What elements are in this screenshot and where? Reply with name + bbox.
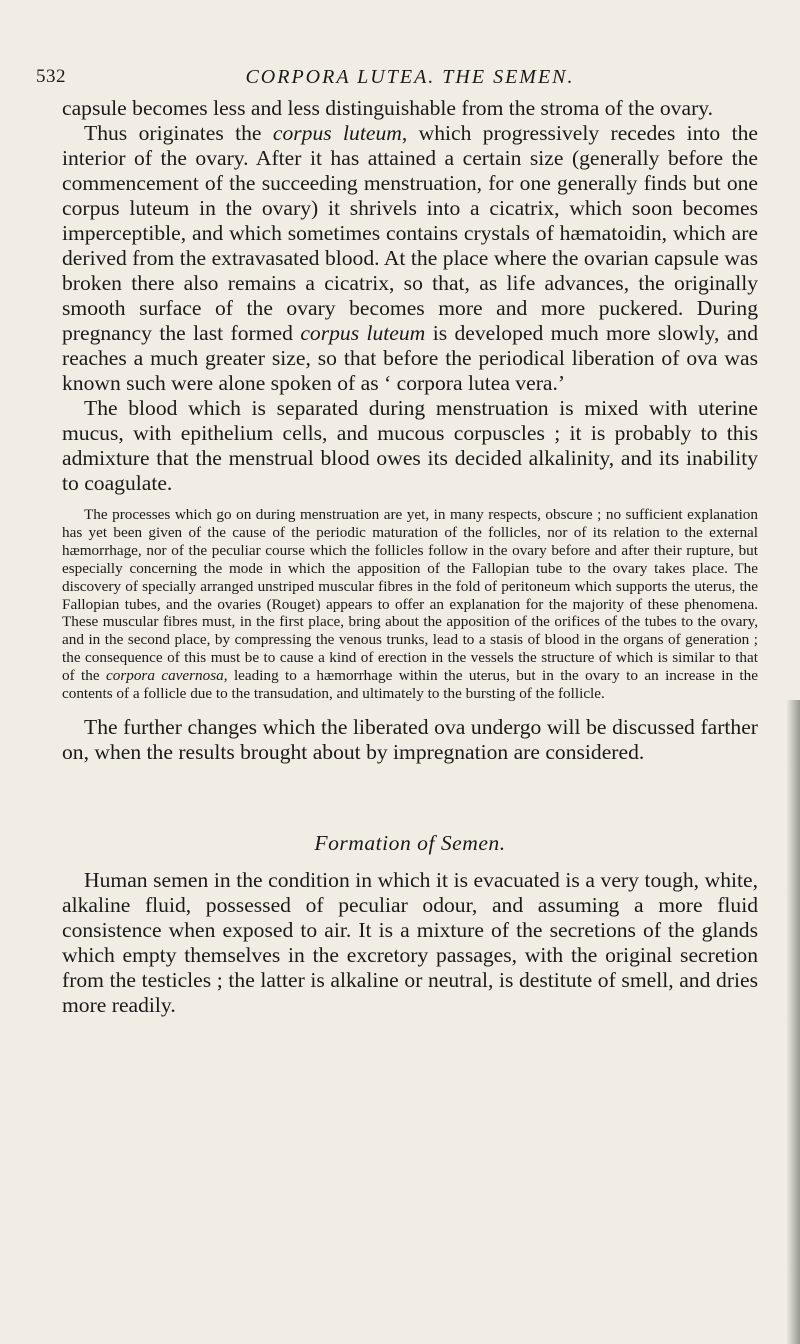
paragraph-semen bbox=[62, 868, 758, 1018]
text-run: , which progressively recedes into the interior of the ovary. After it has attained a certain size (generally before the commencement of the succeeding menstruation, for one generally finds but one corpus luteum in the ovary) it shrivels into a cicatrix, which soon becomes imperceptible, and which sometimes contains crystals of hæmatoidin, which are derived from the extravasated blood. At the place where the ovarian capsule was broken there also remains a cicatrix, so that, as life advances, the originally smooth surface of the ovary becomes more and more puckered. During pregnancy the last formed bbox=[62, 121, 758, 345]
text-run: Human semen in the condition in which it is evacuated is a very tough, white, alkaline fluid, possessed of peculiar odour, and assuming a more fluid consistence when exposed to air. It is a mixture of the secretions of the glands which empty themselves in the excretory passages, with the original secretion from the testicles ; the latter is alkaline or neutral, is destitute of smell, and dries more readily. bbox=[62, 867, 758, 1017]
page-edge-shadow bbox=[786, 700, 800, 1344]
italic-term: corpus luteum bbox=[272, 121, 402, 145]
book-page bbox=[36, 66, 759, 1018]
paragraph-further-changes bbox=[62, 715, 758, 765]
running-head: CORPORA LUTEA. THE SEMEN. bbox=[245, 66, 575, 88]
text-run: is developed much more slowly, and reaches a much greater size, so that before the periodical liberation of ova was known such were alone spoken of as ‘ corpora lutea vera.’ bbox=[62, 321, 759, 395]
text-run: , leading to a hæmorrhage within the uterus, but in the ovary to an increase in the contents of a follicle due to the transudation, and ultimately to the bursting of the follicle. bbox=[62, 667, 758, 703]
text-run: The processes which go on during menstruation are yet, in many respects, obscure ; no sufficient explanation has yet been given of the cause of the periodic maturation of the follicles, nor of its relation to the external hæmorrhage, nor of the peculiar course which the follicles follow in the ovary before and after their rupture, but especially concerning the mode in which the apposition of the Fallopian tube to the ovary takes place. The discovery of specially arranged unstriped muscular fibres in the fold of peritoneum which supports the uterus, the Fallopian tubes, and the ovaries (Rouget) appears to offer an explanation for the majority of these phenomena. These muscular fibres must, in the first place, bring about the apposition of the orifices of the tubes to the ovary, and in the second place, by compressing the venous trunks, lead to a stasis of blood in the organs of generation ; the consequence of this must be to cause a kind of erection in the vessels the structure of which is similar to that of the bbox=[62, 506, 758, 685]
page-number: 532 bbox=[36, 66, 66, 87]
text-run: The further changes which the liberated ova undergo will be discussed farther on, when the results brought about by impregnation are considered. bbox=[62, 714, 758, 764]
italic-term: corpora cavernosa bbox=[106, 667, 224, 685]
paragraph-menstrual-blood bbox=[62, 396, 758, 496]
paragraph-corpus-luteum bbox=[62, 121, 758, 396]
section-title: Formation of Semen. bbox=[314, 830, 506, 855]
small-print-note bbox=[62, 506, 758, 703]
paragraph-continued: capsule becomes less and less distinguishable from the stroma of the ovary. bbox=[62, 96, 714, 120]
text-run: Thus originates the bbox=[84, 121, 273, 145]
text-run: The blood which is separated during menstruation is mixed with uterine mucus, with epithelium cells, and mucous corpuscles ; it is probably to this admixture that the menstrual blood owes its decided alkalinity, and its inability to coagulate. bbox=[62, 396, 758, 495]
italic-term: corpus luteum bbox=[300, 321, 426, 345]
page-header bbox=[36, 66, 758, 96]
